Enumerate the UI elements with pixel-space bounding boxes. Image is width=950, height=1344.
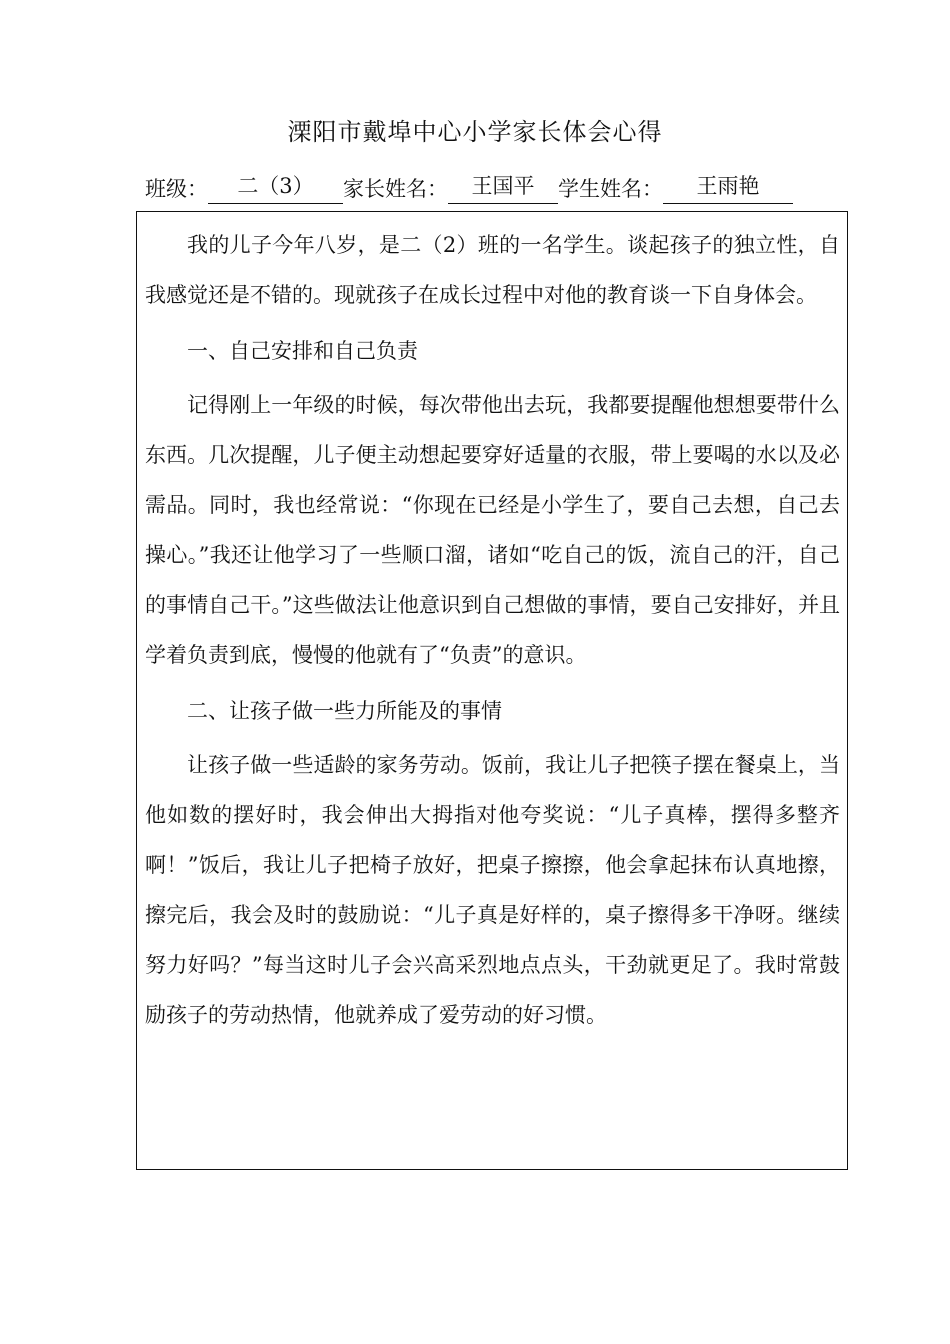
- section1-heading: 一、自己安排和自己负责: [187, 339, 418, 363]
- document-title: 溧阳市戴埠中心小学家长体会心得: [287, 118, 663, 146]
- intro-paragraph: 我的儿子今年八岁，是二（2）班的一名学生。谈起孩子的独立性，自我感觉还是不错的。现就孩子在成长过程中对他的教育谈一下自身体会。: [145, 233, 840, 307]
- parent-name-label: 家长姓名：: [343, 177, 448, 201]
- section1-paragraph: 记得刚上一年级的时候，每次带他出去玩，我都要提醒他想想要带什么东西。几次提醒，儿子便主动想起要穿好适量的衣服，带上要喝的水以及必需品。同时，我也经常说：“你现在已经是小学生了，要自己去想，自己去操心。”我还让他学习了一些顺口溜，诸如“吃自己的饭，流自己的汗，自己的事情自己干。”这些做法让他意识到自己想做的事情，要自己安排好，并且学着负责到底，慢慢的他就有了“负责”的意识。: [145, 393, 840, 667]
- class-label: 班级：: [145, 177, 208, 201]
- student-name-value: 王雨艳: [663, 171, 793, 204]
- section2-heading: 二、让孩子做一些力所能及的事情: [187, 699, 502, 723]
- section2-paragraph: 让孩子做一些适龄的家务劳动。饭前，我让儿子把筷子摆在餐桌上，当他如数的摆好时，我会伸出大拇指对他夸奖说：“儿子真棒，摆得多整齐啊！”饭后，我让儿子把椅子放好，把桌子擦擦，他会拿起抹布认真地擦，擦完后，我会及时的鼓励说：“儿子真是好样的，桌子擦得多干净呀。继续努力好吗？”每当这时儿子会兴高采烈地点点头，干劲就更足了。我时常鼓励孩子的劳动热情，他就养成了爱劳动的好习惯。: [145, 753, 840, 1027]
- info-row: [145, 170, 793, 204]
- student-name-label: 学生姓名：: [558, 177, 663, 201]
- content-box: [136, 211, 848, 1170]
- parent-name-value: 王国平: [448, 171, 558, 204]
- class-value: 二（3）: [208, 171, 343, 204]
